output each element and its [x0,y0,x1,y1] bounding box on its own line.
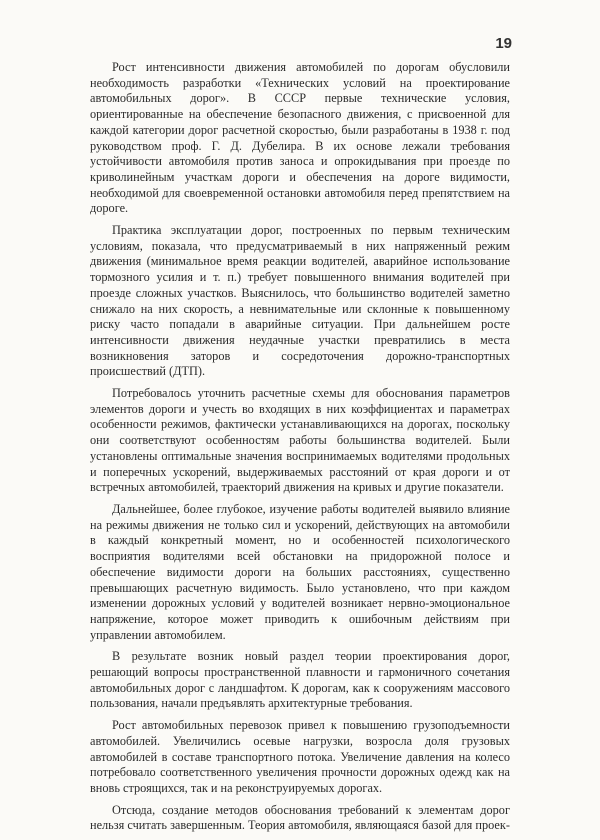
body-text [90,60,510,840]
paragraph: Дальнейшее, более глубокое, изучение работы водителей выявило влияние на режимы движения не только сил и ускорений, действующих на автомобили в каждый конкретный момент, но и особенностей психологического восприятия водителями всей обстановки на придорожной полосе и обеспечение видимости дороги на больших расстояниях, существенно превышающих расчетную видимость. Было установлено, что при каждом изменении дорожных условий у водителей возникает нервно-эмоциональное напряжение, которое может приводить к ошибочным действиям при управлении автомобилем. [90,501,510,642]
paragraph: Рост автомобильных перевозок привел к повышению грузоподъемности автомобилей. Увеличились осевые нагрузки, возросла доля грузовых автомобилей в составе транспортного потока. Увеличение давления на колесо потребовало соответственного увеличения прочности дорожных одежд как на вновь строящихся, так и на реконструируемых дорогах. [90,718,510,795]
page-number: 19 [495,35,512,52]
paragraph: В результате возник новый раздел теории проектирования дорог, решающий вопросы пространственной плавности и гармоничного сочетания автомобильных дорог с ландшафтом. К дорогам, как к сооружениям массового пользования, начали предъявлять архитектурные требования. [90,649,510,711]
paragraph: Отсюда, создание методов обоснования требований к элементам дорог нельзя считать завершенным. Теория автомобиля, являющаяся базой для проек- [90,802,510,833]
paragraph: Рост интенсивности движения автомобилей по дорогам обусловили необходимость разработки «Технических условий на проектирование автомобильных дорог». В СССР первые технические условия, ориентированные на обеспечение безопасного движения, с присвоенной для каждой категории дорог расчетной скоростью, были разработаны в 1938 г. под руководством проф. Г. Д. Дубелира. В их основе лежали требования устойчивости автомобиля против заноса и опрокидывания при проезде по криволинейным участкам дороги и обеспечения на дороге видимости, необходимой для своевременной остановки автомобиля перед препятствием на дороге. [90,60,510,216]
paragraph: Потребовалось уточнить расчетные схемы для обоснования параметров элементов дороги и учесть во входящих в них коэффициентах и параметрах особенности режимов, фактически устанавливающихся на дорогах, поскольку они соответствуют особенностям работы большинства водителей. Были установлены оптимальные значения воспринимаемых водителями продольных и поперечных ускорений, выдерживаемых расстояний от края дороги и от встречных автомобилей, траекторий движения на кривых и другие показатели. [90,386,510,495]
paragraph: Практика эксплуатации дорог, построенных по первым техническим условиям, показала, что предусматриваемый в них напряженный режим движения (минимальное время реакции водителей, аварийное использование тормозного усилия и т. п.) требует повышенного внимания водителей при проезде сложных участков. Выяснилось, что большинство водителей заметно снижало на них скорость, а невнимательные или склонные к повышенному риску часто попадали в аварийные ситуации. При дальнейшем росте интенсивности движения неудачные участки превратились в места возникновения заторов и сосредоточения дорожно-транспортных происшествий (ДТП). [90,223,510,379]
